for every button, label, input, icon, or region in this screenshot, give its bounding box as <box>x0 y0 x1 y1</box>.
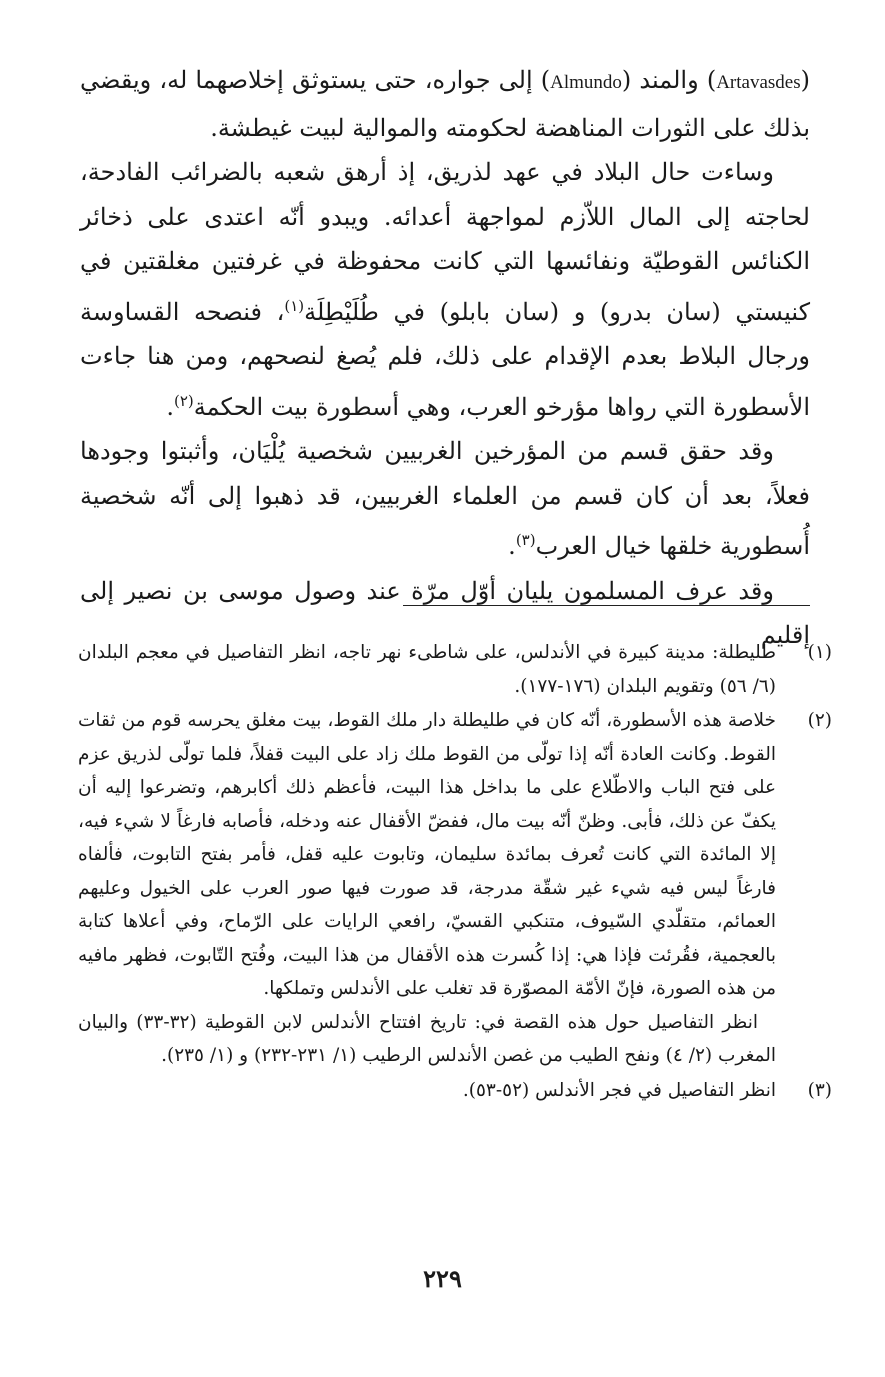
text-run: . <box>508 532 516 560</box>
body-paragraph <box>80 429 810 569</box>
latin-term: Almundo <box>550 72 622 93</box>
text-run: ) والمند ( <box>621 66 717 94</box>
text-run: وساءت حال البلاد في عهد لذريق، إذ أرهق شعبه بالضرائب الفادحة، لحاجته إلى المال اللاّزم لمواجهة أعدائه. ويبدو أنّه اعتدى على ذخائر الكنائس القوطيّة ونفائسها التي كانت محفوظة في غرفتين مغلقتين في كنيستي (سان بدرو) و (سان بابلو) في طُلَيْطِلَة <box>80 158 811 326</box>
latin-term: Artavasdes <box>716 72 801 93</box>
text-run: ( <box>800 66 810 94</box>
footnote-item <box>78 704 832 1073</box>
text-run: وقد عرف المسلمون يليان أوّل مرّة عند وصول موسى بن نصير إلى إقليم <box>80 576 810 649</box>
footnote-reference: (٣) <box>515 531 536 549</box>
footnote-separator <box>403 605 810 606</box>
footnote-text: طليطلة: مدينة كبيرة في الأندلس، على شاطىء نهر تاجه، انظر التفاصيل في معجم البلدان (٦/ ٥٦) وتقويم البلدان (١٧٦-١٧٧). <box>78 642 776 697</box>
footnote-item <box>78 1074 832 1108</box>
body-paragraph <box>80 150 810 429</box>
body-paragraph <box>80 58 810 150</box>
main-body-text <box>80 58 810 658</box>
footnote-text: انظر التفاصيل في فجر الأندلس (٥٢-٥٣). <box>462 1079 776 1101</box>
page-number: ٢٢٩ <box>423 1264 462 1293</box>
text-run: . <box>166 392 174 421</box>
footnote-text: انظر التفاصيل حول هذه القصة في: تاريخ افتتاح الأندلس لابن القوطية (٣٢-٣٣) والبيان المغرب (٢/ ٤) ونفح الطيب من غصن الأندلس الرطيب (١/ ٢٣١-٢٣٢) و (١/ ٢٣٥). <box>78 1011 776 1066</box>
footnote-number: (١) <box>807 642 832 663</box>
footnote-reference: (٢) <box>173 391 194 410</box>
footnotes-section <box>78 636 832 1108</box>
footnote-text: خلاصة هذه الأسطورة، أنّه كان في طليطلة دار ملك القوط، بيت مغلق يحرسه قوم من ثقات القوط. وكانت العادة أنّه إذا تولّى من القوط ملك زاد على البيت قفلاً، فلما تولّى لذريق عزم على فتح الباب والاطّلاع على ما بداخل هذا البيت، فأعظم ذلك أكابرهم، وتضرعوا إليه أن يكفّ عن ذلك، فأبى. وظنّ أنّه بيت مال، ففضّ الأقفال عنه ودخله، فأصابه فارغاً لا شيء فيه، إلا المائدة التي كانت تُعرف بمائدة سليمان، وتابوت عليه قفل، فأمر بفتح التابوت، فألفاه فارغاً ليس فيه شيء غير شقّة مدرجة، قد صورت فيها صور العرب على الخيول وعليهم العمائم، متقلّدي السّيوف، متنكبي القسيّ، رافعي الرايات على الرّماح، وفي أعلاها كتابة بالعجمية، فقُرئت فإذا هي: إذا كُسرت هذه الأقفال من هذا البيت، وفُتح التّابوت، فظهر مافيه من هذه الصورة، فإنّ الأمّة المصوّرة قد تغلب على الأندلس وتملكها. <box>78 710 776 999</box>
footnote-body <box>78 1074 776 1108</box>
text-run: وقد حقق قسم من المؤرخين الغربيين شخصية يُلْيَان، وأثبتوا وجودها فعلاً، بعد أن كان قسم من العلماء الغربيين، قد ذهبوا إلى أنّه شخصية أُسطورية خلقها خيال العرب <box>80 437 810 560</box>
text-run: ، فنصحه القساوسة ورجال البلاط بعدم الإقدام على ذلك، فلم يُصغ لنصحهم، ومن هنا جاءت الأسطورة التي رواها مؤرخو العرب، وهي أسطورة بيت الحكمة <box>80 297 810 421</box>
footnote-number: (٣) <box>807 1079 832 1101</box>
text-run: ) إلى جواره، حتى يستوثق إخلاصهما له، ويقضي بذلك على الثورات المناهضة لحكومته والموالية لبيت غيطشة. <box>80 66 810 142</box>
footnote-reference: (١) <box>284 296 305 315</box>
footnote-body <box>78 636 776 703</box>
footnote-body <box>78 704 776 1073</box>
footnote-number: (٢) <box>807 710 832 731</box>
footnote-item <box>78 636 832 703</box>
